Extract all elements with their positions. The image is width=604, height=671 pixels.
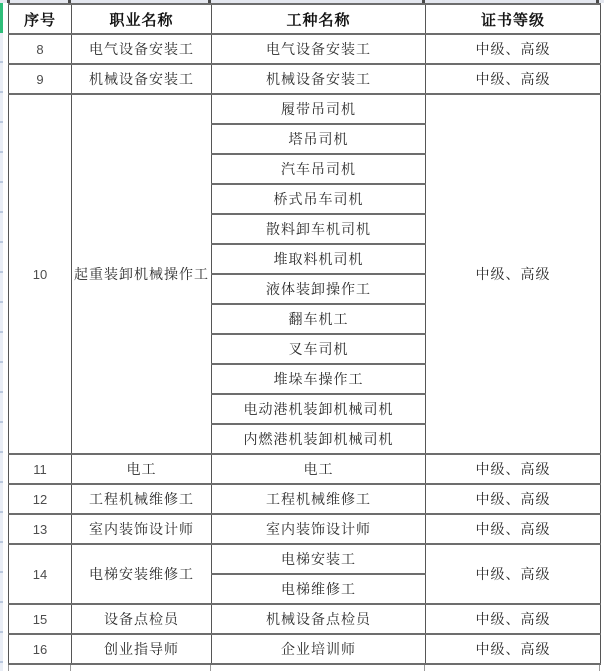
serial-cell: 12 <box>9 484 72 514</box>
table-row <box>9 454 601 484</box>
occupation-cell: 设备点检员 <box>72 604 212 634</box>
level-cell: 中级、高级 <box>426 544 601 604</box>
occupation-cell: 电工 <box>72 454 212 484</box>
serial-cell: 10 <box>9 94 72 454</box>
jobtype-cell: 汽车吊司机 <box>212 154 426 184</box>
jobtype-cell: 堆垛车操作工 <box>212 364 426 394</box>
level-cell: 中级、高级 <box>426 454 601 484</box>
header-occupation: 职业名称 <box>72 4 212 34</box>
serial-cell: 9 <box>9 64 72 94</box>
table-row <box>9 634 601 664</box>
level-cell: 中级、高级 <box>426 34 601 64</box>
selection-indicator <box>0 3 3 33</box>
border-stub <box>210 665 211 671</box>
level-cell: 中级、高级 <box>426 634 601 664</box>
level-cell: 中级、高级 <box>426 514 601 544</box>
header-jobtype: 工种名称 <box>212 4 426 34</box>
serial-cell: 15 <box>9 604 72 634</box>
table-row <box>9 514 601 544</box>
jobtype-cell: 电动港机装卸机械司机 <box>212 394 426 424</box>
serial-cell: 13 <box>9 514 72 544</box>
jobtype-cell: 电工 <box>212 454 426 484</box>
occupation-cell: 电气设备安装工 <box>72 34 212 64</box>
jobtype-cell: 室内装饰设计师 <box>212 514 426 544</box>
header-level: 证书等级 <box>426 4 601 34</box>
left-gridline-strip <box>0 33 3 671</box>
jobtype-cell: 塔吊司机 <box>212 124 426 154</box>
serial-cell: 14 <box>9 544 72 604</box>
jobtype-cell: 电气设备安装工 <box>212 34 426 64</box>
jobtype-cell: 堆取料机司机 <box>212 244 426 274</box>
jobtype-cell: 机械设备安装工 <box>212 64 426 94</box>
table-header <box>9 4 601 34</box>
jobtype-cell: 电梯维修工 <box>212 574 426 604</box>
border-stub <box>599 665 600 671</box>
level-cell: 中级、高级 <box>426 64 601 94</box>
jobtype-cell: 内燃港机装卸机械司机 <box>212 424 426 454</box>
header-row <box>9 4 601 34</box>
occupation-cell: 机械设备安装工 <box>72 64 212 94</box>
jobtype-cell: 翻车机工 <box>212 304 426 334</box>
serial-cell: 8 <box>9 34 72 64</box>
occupation-cell: 工程机械维修工 <box>72 484 212 514</box>
table-row <box>9 94 601 124</box>
table-row <box>9 604 601 634</box>
certificate-table <box>8 3 601 665</box>
jobtype-cell: 企业培训师 <box>212 634 426 664</box>
table-row <box>9 64 601 94</box>
jobtype-cell: 桥式吊车司机 <box>212 184 426 214</box>
header-serial: 序号 <box>9 4 72 34</box>
occupation-cell: 电梯安装维修工 <box>72 544 212 604</box>
jobtype-cell: 电梯安装工 <box>212 544 426 574</box>
level-cell: 中级、高级 <box>426 604 601 634</box>
occupation-cell: 创业指导师 <box>72 634 212 664</box>
jobtype-cell: 散料卸车机司机 <box>212 214 426 244</box>
occupation-cell: 室内装饰设计师 <box>72 514 212 544</box>
jobtype-cell: 工程机械维修工 <box>212 484 426 514</box>
serial-cell: 11 <box>9 454 72 484</box>
table-row <box>9 34 601 64</box>
serial-cell: 16 <box>9 634 72 664</box>
level-cell: 中级、高级 <box>426 94 601 454</box>
jobtype-cell: 叉车司机 <box>212 334 426 364</box>
occupation-cell: 起重装卸机械操作工 <box>72 94 212 454</box>
jobtype-cell: 液体装卸操作工 <box>212 274 426 304</box>
table-body <box>9 34 601 664</box>
level-cell: 中级、高级 <box>426 484 601 514</box>
table-row <box>9 484 601 514</box>
border-stub <box>424 665 425 671</box>
jobtype-cell: 机械设备点检员 <box>212 604 426 634</box>
jobtype-cell: 履带吊司机 <box>212 94 426 124</box>
table-row <box>9 544 601 574</box>
border-stub <box>8 665 9 671</box>
border-stub <box>70 665 71 671</box>
